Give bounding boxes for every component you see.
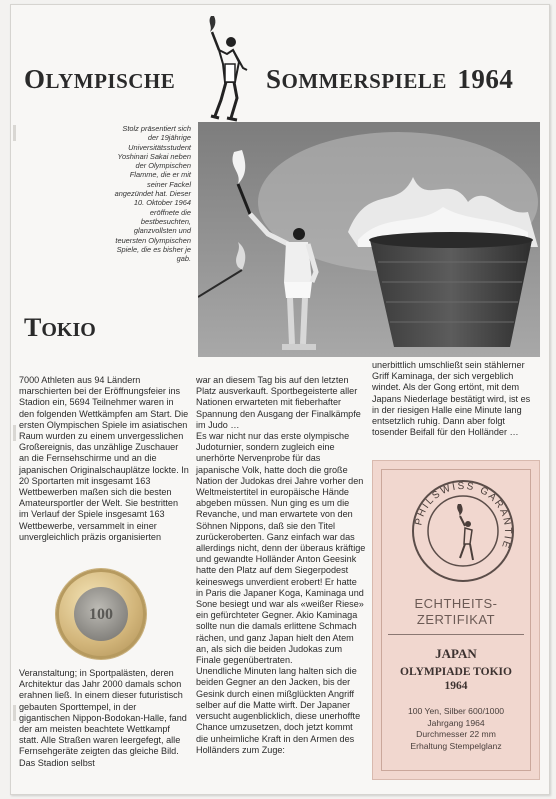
article-paragraph: Unendliche Minuten lang halten sich die beiden Gegner an den Jacken, bis der Gesink durch einen mißglückten Angriff selber auf die Matte wirft. Der Japaner versucht augenblicklich, diese unerhoffte Chance umzusetzen, doch jetzt kommt die unheimliche Kraft in den Armen des Holländers zum Zuge:: [196, 666, 361, 755]
certificate-detail: Durchmesser 22 mm: [416, 729, 496, 739]
page-title-left: [24, 64, 175, 95]
coin-value: 100: [89, 606, 113, 623]
certificate-event-line: OLYMPIADE TOKIO: [400, 666, 512, 678]
certificate-detail: 100 Yen, Silber 600/1000: [407, 706, 505, 716]
coin-image: [56, 569, 146, 659]
torch-runner-icon: [197, 12, 259, 124]
certificate-heading-line: ZERTIFIKAT: [416, 612, 496, 627]
article-column-3: [372, 360, 538, 438]
certificate-detail: Erhaltung Stempelglanz: [410, 740, 502, 751]
divider: [388, 634, 524, 635]
certificate-heading: [382, 596, 530, 628]
binder-hole: [13, 705, 16, 721]
page-title-right: [266, 64, 513, 95]
svg-text:PHILSWISS GARANTIE: PHILSWISS GARANTIE: [413, 480, 514, 552]
article-paragraph: war an diesem Tag bis auf den letzten Platz ausverkauft. Sportbegeisterte aller Nationen erwarteten mit fieberhafter Spannung den Ausgang der Finalkämpfe im Judo …: [196, 375, 361, 430]
article-column-2: [196, 375, 366, 756]
certificate-country: JAPAN: [435, 646, 477, 661]
article-paragraph: 7000 Athleten aus 94 Ländern marschierten bei der Eröffnungsfeier ins Stadion ein, 5694 Teilnehmer waren in den folgenden Wettkämpfen am Start. Die ersten Olympischen Spiele im asiatischen Raum wurden zu einem unvergesslichen Großereignis, das unzählige Zuschauer an die Fernsehschirme und an die japanischen Originalschauplätze lockte. In 20 Sportarten mit insgesamt 163 Wettbewerben maßen sich die besten Amateursportler der Welt. Sie bestritten im Verlauf der Spiele insgesamt 163 Wettbewerbe, versammelt in einer unvergleichlich präzis organisierten: [19, 375, 189, 542]
title-year: 1964: [457, 64, 514, 94]
coin-center: [74, 587, 128, 641]
section-title-rest: OKIO: [41, 319, 96, 341]
authenticity-certificate: [372, 460, 540, 780]
certificate-detail: Jahrgang 1964: [427, 717, 485, 728]
photo-caption: Stolz präsentiert sich der 19jährige Universitätsstudent Yoshinari Sakai neben der Olympischen Flamme, die er mit seiner Fackel angezündet hat. Dieser 10. Oktober 1964 eröffnete die bestbesuchten, glanzvollsten und teuersten Olympischen Spiele, die es bisher je gab.: [114, 124, 191, 264]
article-paragraph: unerbittlich umschließt sein stählerner Griff Kaminaga, der sich vergeblich windet. Als der Gong ertönt, mit dem Japans Niederlage bestätigt wird, ist es in der riesigen Halle eine Minute lang entsetzlich ruhig. Dann aber folgt tosender Beifall für den Holländer …: [372, 360, 531, 438]
title-rest: OMMERSPIELE: [281, 69, 447, 93]
certificate-details: [382, 706, 530, 752]
certificate-event: [382, 665, 530, 693]
philswiss-seal-icon: [410, 478, 516, 584]
torch-lighting-photo: [198, 122, 540, 357]
article-paragraph: Veranstaltung; in Sportpalästen, deren Architektur das Jahr 2000 damals schon erahnen ließ. In einem dieser futuristisch gebauten Sporttempel, in der gigantischen Nippon-Bodokan-Halle, fand der am meisten beachtete Wettkampf statt. Alle Straßen waren leergefegt, alle Fernsehgeräte zeigten das gleiche Bild. Das Stadion selbst: [19, 668, 187, 768]
certificate-heading-line: ECHTHEITS-: [414, 596, 498, 611]
article-paragraph: Es war nicht nur das erste olympische Judoturnier, sondern zugleich eine unerhörte Nervenprobe für das japanische Volk, hatte doch die große Nation der Judokas drei Jahre vorher den Weltmeistertitel in europäische Hände abgeben müssen. Nun ging es um die Revanche, und man erwartete von den Söhnen Nippons, daß sie den Titel zurückeroberten. Ganz einfach war das allerdings nicht, denn der überaus kräftige und gewandte Holländer Anton Geesink hatte den Platz auf dem Siegerpodest keineswegs unverdient erobert! Er hatte in Paris die Japaner Koga, Kaminaga und Sone besiegt und war als «weißer Riese» ein gefürchteter Gegner. Akio Kaminaga sollte nun die damals erlittene Schmach rächen, und ganz Japan hielt den Atem an, als sich die beiden Judokas zum Finale gegenübertraten.: [196, 431, 366, 666]
title-rest: LYMPISCHE: [45, 69, 176, 93]
binder-hole: [13, 425, 16, 441]
title-initial: O: [24, 64, 46, 94]
section-title-initial: T: [24, 313, 42, 342]
certificate-frame: [381, 469, 531, 771]
certificate-event-year: 1964: [444, 680, 468, 692]
binder-hole: [13, 125, 16, 141]
section-title: [24, 313, 96, 343]
title-initial: S: [266, 64, 282, 94]
article-column-1-bottom: [19, 668, 189, 769]
article-column-1-top: [19, 375, 189, 543]
